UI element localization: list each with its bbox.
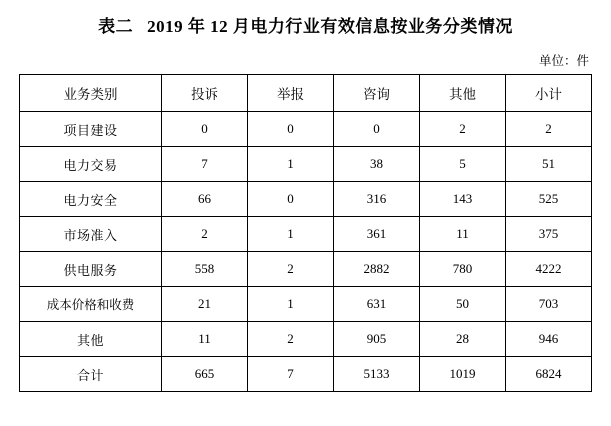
cell-other: 11 [420,217,506,252]
cell-report: 1 [248,287,334,322]
cell-consultation: 0 [334,112,420,147]
cell-consultation: 905 [334,322,420,357]
business-category-table [19,74,592,392]
cell-other: 1019 [420,357,506,392]
row-category: 电力安全 [20,182,162,217]
row-category: 成本价格和收费 [20,287,162,322]
cell-complaint: 0 [162,112,248,147]
cell-complaint: 2 [162,217,248,252]
cell-report: 1 [248,217,334,252]
cell-report: 1 [248,147,334,182]
cell-complaint: 665 [162,357,248,392]
cell-subtotal: 6824 [506,357,592,392]
table-row [20,252,592,287]
cell-other: 50 [420,287,506,322]
cell-consultation: 2882 [334,252,420,287]
unit-note: 单位：件 [538,54,589,68]
cell-subtotal: 525 [506,182,592,217]
cell-report: 7 [248,357,334,392]
page-title-label: 表二 [98,17,134,36]
row-category: 市场准入 [20,217,162,252]
table-row [20,217,592,252]
row-category: 其他 [20,322,162,357]
cell-other: 143 [420,182,506,217]
document-page [0,12,611,426]
cell-other: 780 [420,252,506,287]
table-row [20,287,592,322]
table-row [20,182,592,217]
cell-other: 28 [420,322,506,357]
column-header-subtotal: 小计 [506,75,592,112]
table-row [20,147,592,182]
cell-subtotal: 2 [506,112,592,147]
table-header-row [20,75,592,112]
cell-consultation: 38 [334,147,420,182]
row-category: 电力交易 [20,147,162,182]
cell-consultation: 316 [334,182,420,217]
column-header-consultation: 咨询 [334,75,420,112]
table-total-row [20,357,592,392]
row-category: 项目建设 [20,112,162,147]
cell-subtotal: 51 [506,147,592,182]
table-row [20,112,592,147]
cell-consultation: 5133 [334,357,420,392]
cell-complaint: 558 [162,252,248,287]
cell-subtotal: 375 [506,217,592,252]
table-row [20,322,592,357]
cell-complaint: 21 [162,287,248,322]
cell-report: 0 [248,182,334,217]
cell-subtotal: 703 [506,287,592,322]
cell-consultation: 631 [334,287,420,322]
page-title-text: 2019 年 12 月电力行业有效信息按业务分类情况 [147,17,513,36]
cell-subtotal: 946 [506,322,592,357]
cell-report: 0 [248,112,334,147]
column-header-complaint: 投诉 [162,75,248,112]
row-category: 供电服务 [20,252,162,287]
cell-report: 2 [248,252,334,287]
cell-complaint: 66 [162,182,248,217]
row-category: 合计 [20,357,162,392]
column-header-category: 业务类别 [20,75,162,112]
cell-other: 5 [420,147,506,182]
cell-subtotal: 4222 [506,252,592,287]
column-header-other: 其他 [420,75,506,112]
cell-complaint: 11 [162,322,248,357]
page-title [0,12,611,37]
cell-complaint: 7 [162,147,248,182]
column-header-report: 举报 [248,75,334,112]
cell-report: 2 [248,322,334,357]
cell-other: 2 [420,112,506,147]
cell-consultation: 361 [334,217,420,252]
